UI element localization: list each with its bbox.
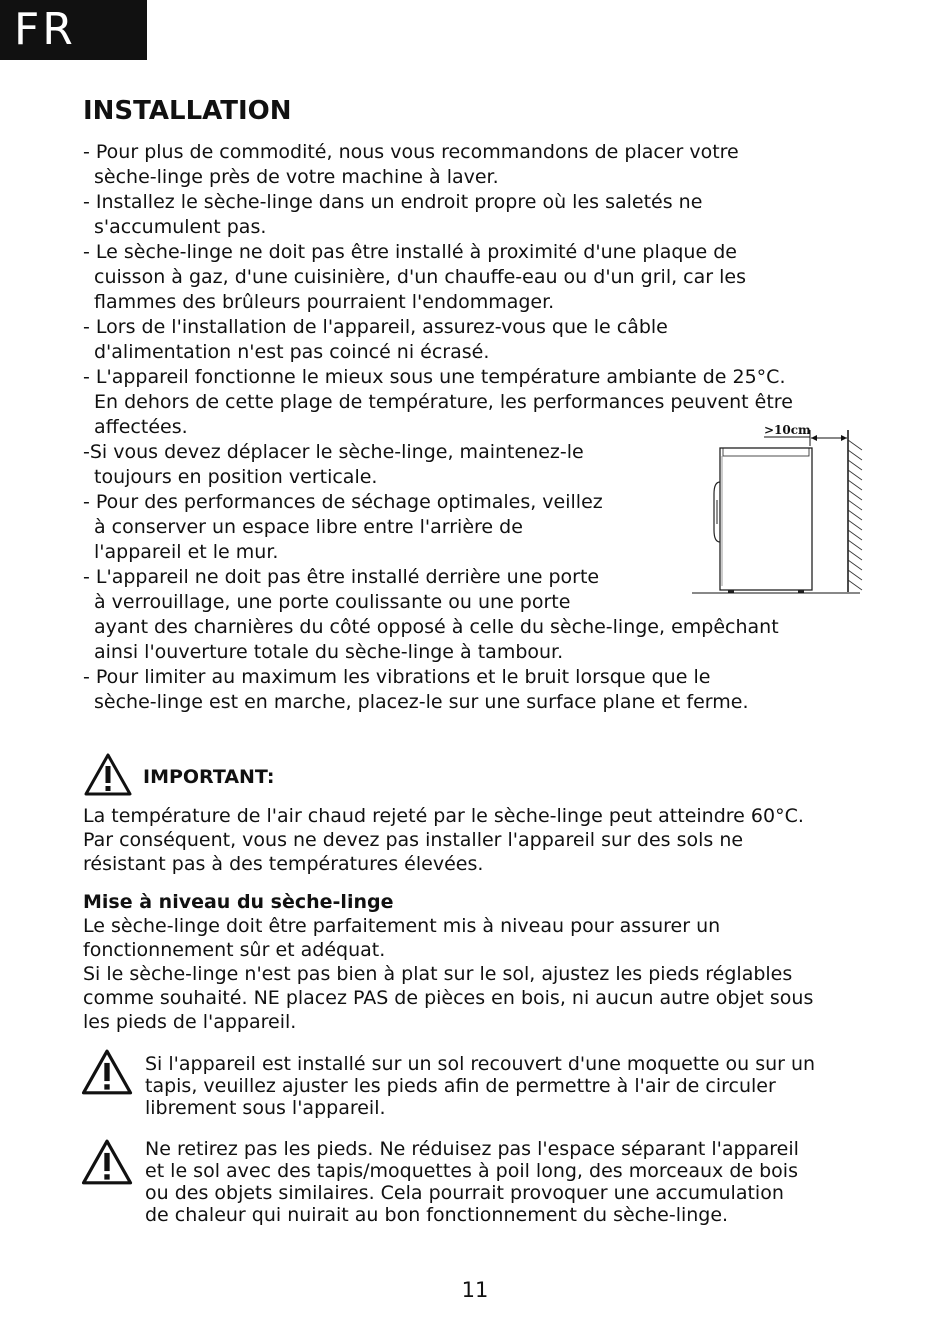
list-item-line: s'accumulent pas. bbox=[94, 216, 267, 238]
important-text-line: La température de l'air chaud rejeté par le sèche-linge peut atteindre 60°C. bbox=[83, 805, 804, 827]
important-heading: IMPORTANT: bbox=[143, 766, 275, 788]
important-text-line: résistant pas à des températures élevées. bbox=[83, 853, 484, 875]
list-item-line: - Installez le sèche-linge dans un endroit propre où les saletés ne bbox=[83, 191, 703, 213]
note-line: ou des objets similaires. Cela pourrait provoquer une accumulation bbox=[145, 1182, 784, 1204]
list-item bbox=[83, 665, 923, 715]
list-item-line: l'appareil et le mur. bbox=[94, 541, 279, 563]
important-text-line: Par conséquent, vous ne devez pas installer l'appareil sur des sols ne bbox=[83, 829, 744, 851]
warning-triangle-icon bbox=[80, 1048, 134, 1096]
note-line: Si l'appareil est installé sur un sol recouvert d'une moquette ou sur un bbox=[145, 1053, 816, 1075]
list-item-line: toujours en position verticale. bbox=[94, 466, 378, 488]
list-item-line: - Pour des performances de séchage optimales, veillez bbox=[83, 491, 603, 513]
list-item-line: - L'appareil ne doit pas être installé derrière une porte bbox=[83, 566, 600, 588]
feet-note bbox=[145, 1138, 935, 1226]
note-line: Ne retirez pas les pieds. Ne réduisez pas l'espace séparant l'appareil bbox=[145, 1138, 799, 1160]
note-line: librement sous l'appareil. bbox=[145, 1097, 386, 1119]
list-item-line: cuisson à gaz, d'une cuisinière, d'un chauffe-eau ou d'un gril, car les bbox=[94, 266, 746, 288]
list-item-line: En dehors de cette plage de température, les performances peuvent être bbox=[94, 391, 793, 413]
list-item-line: - Pour plus de commodité, nous vous recommandons de placer votre bbox=[83, 141, 739, 163]
list-item-line: à conserver un espace libre entre l'arrière de bbox=[94, 516, 523, 538]
list-item-line: ayant des charnières du côté opposé à celle du sèche-linge, empêchant bbox=[94, 616, 779, 638]
arrow-left-icon bbox=[811, 435, 817, 441]
dryer-body bbox=[720, 448, 812, 590]
list-item-line: -Si vous devez déplacer le sèche-linge, maintenez-le bbox=[83, 441, 584, 463]
clearance-label: >10cm bbox=[764, 423, 811, 437]
leveling-section bbox=[83, 890, 928, 1034]
wall-hatching bbox=[848, 440, 862, 590]
warning-triangle-icon bbox=[80, 1138, 134, 1186]
list-item-line: sèche-linge près de votre machine à laver. bbox=[94, 166, 499, 188]
list-item-line: à verrouillage, une porte coulissante ou une porte bbox=[94, 591, 571, 613]
list-item-line: - Le sèche-linge ne doit pas être installé à proximité d'une plaque de bbox=[83, 241, 737, 263]
list-item-line: sèche-linge est en marche, placez-le sur une surface plane et ferme. bbox=[94, 691, 749, 713]
list-item-line: d'alimentation n'est pas coincé ni écrasé. bbox=[94, 341, 490, 363]
important-text bbox=[83, 804, 928, 876]
list-item-line: - L'appareil fonctionne le mieux sous une température ambiante de 25°C. bbox=[83, 366, 786, 388]
list-item bbox=[83, 240, 923, 315]
list-item bbox=[83, 190, 923, 240]
warning-triangle-icon bbox=[83, 752, 133, 797]
list-item-line: affectées. bbox=[94, 416, 188, 438]
list-item-line: - Pour limiter au maximum les vibrations et le bruit lorsque que le bbox=[83, 666, 711, 688]
leveling-text-line: fonctionnement sûr et adéquat. bbox=[83, 939, 386, 961]
list-item-line: flammes des brûleurs pourraient l'endommager. bbox=[94, 291, 555, 313]
dryer-clearance-illustration bbox=[690, 420, 870, 606]
note-line: tapis, veuillez ajuster les pieds afin de permettre à l'air de circuler bbox=[145, 1075, 776, 1097]
arrow-right-icon bbox=[841, 435, 847, 441]
leveling-heading: Mise à niveau du sèche-linge bbox=[83, 891, 394, 913]
note-line: de chaleur qui nuirait au bon fonctionnement du sèche-linge. bbox=[145, 1204, 729, 1226]
leveling-text-line: Le sèche-linge doit être parfaitement mis à niveau pour assurer un bbox=[83, 915, 721, 937]
language-tab: FR bbox=[0, 0, 147, 60]
leveling-text-line: les pieds de l'appareil. bbox=[83, 1011, 297, 1033]
list-item bbox=[83, 315, 923, 365]
list-item bbox=[83, 140, 923, 190]
section-title: INSTALLATION bbox=[83, 96, 292, 126]
carpet-note bbox=[145, 1053, 935, 1119]
page-number: 11 bbox=[461, 1278, 489, 1302]
list-item-line: ainsi l'ouverture totale du sèche-linge à tambour. bbox=[94, 641, 564, 663]
note-line: et le sol avec des tapis/moquettes à poil long, des morceaux de bois bbox=[145, 1160, 798, 1182]
list-item-line: - Lors de l'installation de l'appareil, assurez-vous que le câble bbox=[83, 316, 668, 338]
leveling-text-line: comme souhaité. NE placez PAS de pièces en bois, ni aucun autre objet sous bbox=[83, 987, 814, 1009]
leveling-text-line: Si le sèche-linge n'est pas bien à plat sur le sol, ajustez les pieds réglables bbox=[83, 963, 793, 985]
